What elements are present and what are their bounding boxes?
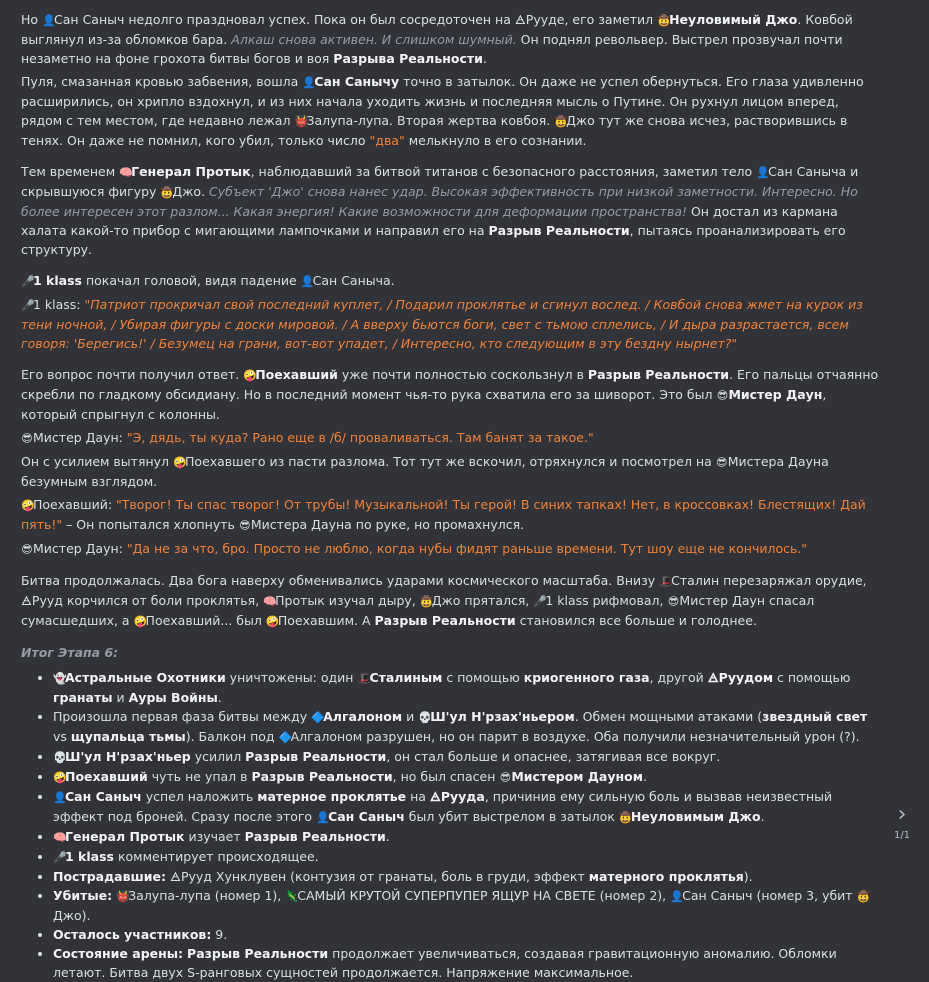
text-span: Произошла первая фаза битвы между [53, 709, 312, 724]
text-span: Субъект 'Джо' снова нанес удар. Высокая эффективность при низкой заметности. Интересно. Но более интересен этот разлом... Какая энергия! Какие возможности для деформации пространства! [21, 184, 858, 219]
text-span: на [406, 789, 430, 804]
text-span: 🜁Рууде [514, 12, 565, 27]
bold-text: матерного проклятья [588, 869, 744, 884]
skull-hat-icon: 🎩 [357, 672, 372, 685]
bold-text: Сан Саныч [65, 789, 142, 804]
list-item [53, 787, 883, 827]
text-span: 🜁Рууд Хунклувен (контузия от гранаты, боль в груди, эффект [170, 869, 589, 884]
person-icon: 👤 [53, 791, 67, 804]
text-span: , другой [649, 670, 708, 685]
text-span: – Он попытался хлопнуть [62, 517, 239, 532]
text-span: . [385, 829, 390, 844]
bold-text: Ш'ул Н'рзах'ньер [65, 749, 191, 764]
ogre-icon: 👹 [116, 890, 130, 903]
text-span [21, 154, 883, 162]
page-indicator: 1/1 [893, 830, 911, 841]
bold-text: Алгалоном [323, 709, 403, 724]
text-span: и [112, 690, 129, 705]
cowboy-icon: 🤠 [160, 186, 175, 199]
text-span: . [760, 809, 765, 824]
text-span: успел наложить [141, 789, 258, 804]
diamond-icon: 🔷 [278, 731, 293, 744]
bold-text: 1 klass [65, 849, 114, 864]
text-span [21, 635, 883, 643]
text-span [21, 563, 883, 571]
cowboy-icon: 🤠 [856, 890, 871, 903]
bold-text: 🜁Рууда [429, 789, 485, 804]
skull-hat-icon: 🎩 [659, 575, 673, 588]
text-span: , он стал больше и опаснее, затягивая все вокруг. [386, 749, 721, 764]
bold-text: Неуловимым Джо [630, 809, 761, 824]
text-span: с помощью [773, 670, 851, 685]
list-item [53, 707, 883, 747]
text-span: Поехавший: [33, 497, 117, 512]
paragraph [21, 452, 883, 491]
bold-text: Разрыв Реальности [488, 223, 630, 238]
cowboy-icon: 🤠 [618, 811, 633, 824]
crazy-face-icon: 🤪 [243, 369, 257, 382]
list-item [53, 747, 883, 767]
sunglasses-icon: 😎 [716, 456, 728, 469]
brain-icon: 🧠 [119, 166, 133, 179]
text-span: "два" [369, 133, 405, 148]
text-span: САМЫЙ КРУТОЙ СУПЕРПУПЕР ЯЩУР НА СВЕТЕ (номер 2), [297, 888, 671, 903]
text-span: Сан Саныча. [312, 273, 395, 288]
bold-text: криогенного газа [523, 670, 650, 685]
text-span: Он поднял револьвер. Выстрел прозвучал почти незаметно на фоне грохота битвы богов и воя [21, 32, 843, 66]
bold-text: звездный свет [762, 709, 868, 724]
text-span [21, 357, 883, 365]
text-span: , который спрыгнул с колонны. [21, 387, 827, 422]
sunglasses-icon: 😎 [667, 595, 680, 608]
text-span: , но был спасен [392, 769, 500, 784]
text-span: усилил [190, 749, 246, 764]
text-span: Мистер Даун спасал сумасшедших, а [21, 593, 815, 628]
text-span: был убит выстрелом в затылок [404, 809, 619, 824]
text-span: Но [21, 12, 43, 27]
text-span: и [402, 709, 419, 724]
text-span: "Э, дядь, ты куда? Рано еще в /б/ проваливаться. Там банят за такое." [126, 430, 594, 445]
text-span: Мистера Дауна по руке, но промахнулся. [250, 517, 525, 532]
text-span: , его заметил [564, 12, 658, 27]
text-span: чуть не упал в [147, 769, 252, 784]
list-item [53, 944, 883, 982]
paragraph [21, 271, 883, 291]
text-span: . Его пальцы отчаянно скребли по гладкому обсидиану. Но в последний момент чья-то рука схватила его за шиворот. Это был [21, 367, 879, 402]
bold-text: Пострадавшие: [53, 869, 167, 884]
text-span: Сан Саныча и скрывшуюся фигуру [21, 164, 859, 199]
ogre-icon: 👹 [294, 115, 309, 128]
text-span: Залупа-лупа (номер 1), [128, 888, 286, 903]
bold-text: Астральные Охотники [65, 670, 226, 685]
list-item [53, 827, 883, 847]
text-span: Джо). [53, 908, 91, 923]
text-span: Сан Саныч недолго праздновал успех. Пока он был сосредоточен на [54, 12, 515, 27]
list-item [53, 847, 883, 867]
sunglasses-icon: 😎 [21, 543, 33, 556]
cowboy-icon: 🤠 [419, 595, 434, 608]
text-span: Мистера Дауна безумным взглядом. [21, 454, 829, 489]
bold-text: Осталось участников: [53, 927, 212, 942]
paragraph [21, 365, 883, 424]
text-span: Пуля, смазанная кровью забвения, вошла [21, 74, 303, 89]
bold-text: гранаты [53, 690, 113, 705]
list-item [53, 767, 883, 787]
sunglasses-icon: 😎 [21, 432, 33, 445]
text-span: Мистер Даун: [33, 541, 127, 556]
text-span: Поехавшего из пасти разлома. Тот тут же вскочил, отряхнулся и посмотрел на [185, 454, 716, 469]
text-span: , причинив ему сильную боль и вызвав неизвестный эффект под броней. Сразу после этого [53, 789, 833, 824]
text-span: Мистер Даун: [33, 430, 127, 445]
crazy-face-icon: 🤪 [53, 771, 67, 784]
summary-header: Итог Этапа 6: [21, 645, 119, 660]
text-span: Тем временем [21, 164, 120, 179]
text-span: Он достал из кармана халата какой-то прибор с мигающими лампочками и направил его на [21, 204, 838, 238]
paragraph [21, 495, 883, 535]
person-icon: 👤 [756, 166, 770, 179]
text-span: 1 klass: [33, 297, 85, 312]
paragraph [21, 571, 883, 631]
paragraph [21, 539, 883, 559]
text-span: Поехавший... был [145, 613, 266, 628]
paragraph [21, 10, 883, 68]
list-item [53, 886, 883, 925]
text-span: vs [53, 729, 71, 744]
crazy-face-icon: 🤪 [21, 499, 35, 512]
text-span: Алкаш снова активен. И слишком шумный. [231, 32, 517, 47]
bold-text: Убитые: [53, 888, 113, 903]
bold-text: 1 klass [33, 273, 82, 288]
lizard-icon: 🦎 [285, 890, 299, 903]
text-span: Протык изучал дыру, [275, 593, 420, 608]
bold-text: щупальца тьмы [70, 729, 186, 744]
text-span: Джо тут же снова исчез, растворившись в тенях. Он даже не помнил, кого убил, только число [21, 113, 848, 148]
bold-text: Разрыв Реальности [587, 367, 730, 382]
text-span: 9. [211, 927, 228, 942]
text-span: Залупа-лупа. Вторая жертва ковбоя. [306, 113, 555, 128]
text-span: Его вопрос почти получил ответ. [21, 367, 244, 382]
paragraph [21, 162, 883, 259]
microphone-icon: 🎤 [21, 299, 35, 312]
text-span: комментирует происходящее. [113, 849, 319, 864]
person-icon: 👤 [302, 76, 316, 89]
bold-text: Сан Санычу [314, 74, 400, 89]
bold-text: матерное проклятье [257, 789, 407, 804]
crazy-face-icon: 🤪 [133, 615, 148, 628]
list-item [53, 668, 883, 707]
ghost-icon: 👻 [53, 672, 67, 685]
text-span: Он с усилием вытянул [21, 454, 174, 469]
message-content [21, 10, 883, 982]
text-span: Алгалоном разрушен, но он парит в воздухе. Оба получили незначительный урон (?). [290, 729, 860, 744]
bold-text: 🜁Руудом [707, 670, 774, 685]
bold-text: Разрыв Реальности [251, 769, 393, 784]
text-span: уничтожены: один [225, 670, 358, 685]
bold-text: Разрыв Реальности [187, 946, 329, 961]
brain-icon: 🧠 [263, 595, 277, 608]
person-icon: 👤 [42, 14, 56, 27]
text-span: Джо. [172, 184, 210, 199]
skull-icon: 💀 [418, 711, 432, 724]
bold-text: Генерал Протык [131, 164, 251, 179]
cowboy-icon: 🤠 [554, 115, 568, 128]
text-span: "Патриот прокричал свой последний куплет, / Подарил проклятье и сгинул вослед. / Ковбой снова жмет на курок из тени ночной, / Убирая фигуры с доски мировой. / А вверху бьются боги, свет с тьмою сплелись, / И дыра разрастается, всем говоря: 'Берегись!' / Безумец на грани, вот-вот упадет, / Интересно, кто следующим в эту бездну нырнет?" [21, 297, 863, 351]
chevron-right-icon[interactable]: › [897, 802, 907, 827]
text-span: , наблюдавший за битвой титанов с безопасного расстояния, заметил тело [250, 164, 757, 179]
microphone-icon: 🎤 [533, 595, 548, 608]
text-span: точно в затылок. Он даже не успел обернуться. Его глаза удивленно расширились, он хрипло вздохнул, и из них начала уходить жизнь и последняя мысль о Путине. Он рухнул лицом вперед, рядом с тем местом, где недавно лежал [21, 74, 864, 128]
bold-text: Разрыва Реальности [333, 51, 483, 66]
text-span: 🜁Рууд корчился от боли проклятья, [21, 593, 264, 608]
text-span: "Да не за что, бро. Просто не люблю, когда нубы фидят раньше времени. Тут шоу еще не кончилось." [126, 541, 808, 556]
text-span: , пытаясь проанализировать его структуру. [21, 223, 846, 257]
microphone-icon: 🎤 [21, 275, 35, 288]
text-span: . Обмен мощными атаками ( [574, 709, 763, 724]
sunglasses-icon: 😎 [716, 389, 729, 402]
text-span: ). [743, 869, 753, 884]
summary-list [21, 668, 883, 982]
paragraph [21, 428, 883, 448]
text-span: Битва продолжалась. Два бога наверху обменивались ударами космического масштаба. Внизу [21, 573, 660, 588]
person-icon: 👤 [670, 890, 684, 903]
brain-icon: 🧠 [53, 831, 67, 844]
bold-text: Ш'ул Н'рзах'ньером [430, 709, 575, 724]
text-span: уже почти полностью соскользнул в [337, 367, 588, 382]
crazy-face-icon: 🤪 [265, 615, 280, 628]
text-span: с помощью [442, 670, 524, 685]
text-span: изучает [184, 829, 245, 844]
text-span: ). Балкон под [185, 729, 279, 744]
cowboy-icon: 🤠 [657, 14, 671, 27]
bold-text: Сан Саныч [328, 809, 405, 824]
bold-text: Поехавший [65, 769, 148, 784]
bold-text: Поехавший [255, 367, 338, 382]
bold-text: Ауры Войны [128, 690, 218, 705]
text-span: . [482, 51, 487, 66]
list-item [53, 867, 883, 886]
text-span: продолжает увеличиваться, создавая гравитационную аномалию. Обломки летают. Битва двух S-ранговых сущностей продолжается. Напряжение максимальное. [53, 946, 837, 980]
crazy-face-icon: 🤪 [173, 456, 187, 469]
text-span: становился все больше и голоднее. [515, 613, 757, 628]
text-span: Сталин перезаряжал орудие, [671, 573, 867, 588]
person-icon: 👤 [300, 275, 315, 288]
paragraph [21, 72, 883, 150]
text-span: покачал головой, видя падение [81, 273, 301, 288]
person-icon: 👤 [316, 811, 330, 824]
bold-text: Неуловимый Джо [669, 12, 798, 27]
sunglasses-icon: 😎 [239, 519, 251, 532]
text-span: Сан Саныч (номер 3, убит [682, 888, 857, 903]
bold-text: Разрыв Реальности [374, 613, 516, 628]
microphone-icon: 🎤 [53, 851, 67, 864]
text-span: . [217, 690, 222, 705]
text-span: 1 klass рифмовал, [545, 593, 668, 608]
text-span: Джо прятался, [431, 593, 534, 608]
pager [887, 804, 917, 845]
paragraph [21, 295, 883, 353]
skull-icon: 💀 [53, 751, 67, 764]
text-span: Поехавшим. А [277, 613, 375, 628]
bold-text: Генерал Протык [65, 829, 185, 844]
bold-text: Состояние арены: [53, 946, 184, 961]
sunglasses-icon: 😎 [499, 771, 512, 784]
list-item [53, 925, 883, 944]
text-span: "Творог! Ты спас творог! От трубы! Музыкальной! Ты герой! В синих тапках! Нет, в кроссовках! Блестящих! Дай пять!" [21, 497, 866, 532]
bold-text: Мистер Даун [728, 387, 823, 402]
text-span: . Ковбой выглянул из-за обломков бара. [21, 12, 853, 47]
bold-text: Разрыв Реальности [244, 829, 386, 844]
text-span [21, 263, 883, 271]
text-span: . [642, 769, 647, 784]
diamond-icon: 🔷 [311, 711, 325, 724]
bold-text: Мистером Дауном [511, 769, 643, 784]
text-span: мелькнуло в его сознании. [404, 133, 587, 148]
bold-text: Разрыв Реальности [245, 749, 387, 764]
bold-text: Сталиным [369, 670, 443, 685]
